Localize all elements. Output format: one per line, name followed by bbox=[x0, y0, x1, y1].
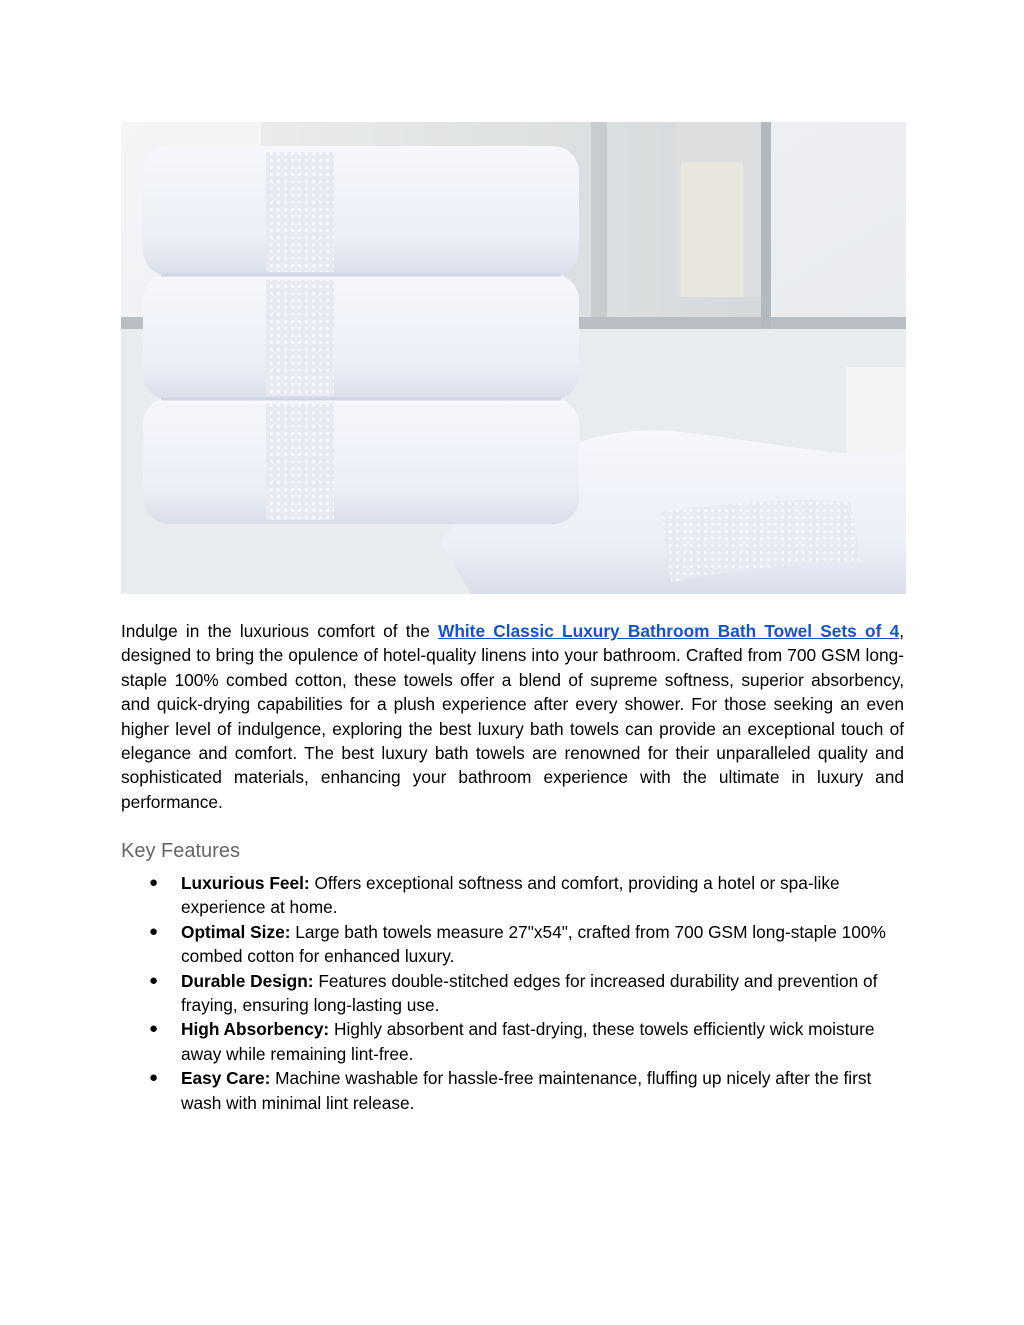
key-features-list bbox=[121, 871, 904, 1115]
feature-item bbox=[121, 969, 904, 1018]
product-photo-white-towels bbox=[121, 122, 906, 594]
bullet-icon: ● bbox=[149, 1069, 159, 1087]
feature-description: Offers exceptional softness and comfort, providing a hotel or spa-like experience at home. bbox=[181, 873, 840, 918]
intro-text-start: Indulge in the luxurious comfort of the bbox=[121, 621, 439, 641]
feature-term: High Absorbency: bbox=[181, 1019, 330, 1040]
feature-term: Optimal Size: bbox=[181, 921, 291, 942]
bullet-icon: ● bbox=[149, 1020, 159, 1038]
product-link[interactable]: White Classic Luxury Bathroom Bath Towel Sets of 4 bbox=[438, 621, 900, 641]
feature-item bbox=[121, 920, 904, 969]
feature-term: Easy Care: bbox=[181, 1068, 271, 1089]
intro-paragraph bbox=[121, 619, 904, 814]
bullet-icon: ● bbox=[149, 874, 159, 891]
feature-description: Machine washable for hassle-free maintenance, fluffing up nicely after the first wash with minimal lint release. bbox=[181, 1068, 872, 1113]
feature-description: Large bath towels measure 27"x54", crafted from 700 GSM long-staple 100% combed cotton for enhanced luxury. bbox=[181, 921, 886, 967]
intro-text-rest: , designed to bring the opulence of hotel-quality linens into your bathroom. Crafted from 700 GSM long-staple 100% combed cotton, these towels offer a blend of supreme softness, superior absorbency, and quick-drying capabilities for a plush experience after every shower. For those seeking an even higher level of indulgence, exploring the best luxury bath towels can provide an exceptional touch of elegance and comfort. The best luxury bath towels are renowned for their unparalleled quality and sophisticated materials, enhancing your bathroom experience with the ultimate in luxury and performance. bbox=[121, 621, 904, 812]
key-features-heading: Key Features bbox=[121, 840, 240, 862]
feature-term: Luxurious Feel: bbox=[181, 873, 310, 893]
feature-item bbox=[121, 871, 904, 920]
feature-item bbox=[121, 1066, 904, 1115]
feature-description: Highly absorbent and fast-drying, these towels efficiently wick moisture away while remaining lint-free. bbox=[181, 1019, 875, 1064]
feature-term: Durable Design: bbox=[181, 970, 314, 991]
feature-description: Features double-stitched edges for increased durability and prevention of fraying, ensuring long-lasting use. bbox=[181, 970, 878, 1016]
feature-item bbox=[121, 1017, 904, 1066]
bullet-icon: ● bbox=[149, 922, 159, 940]
bullet-icon: ● bbox=[149, 971, 159, 989]
